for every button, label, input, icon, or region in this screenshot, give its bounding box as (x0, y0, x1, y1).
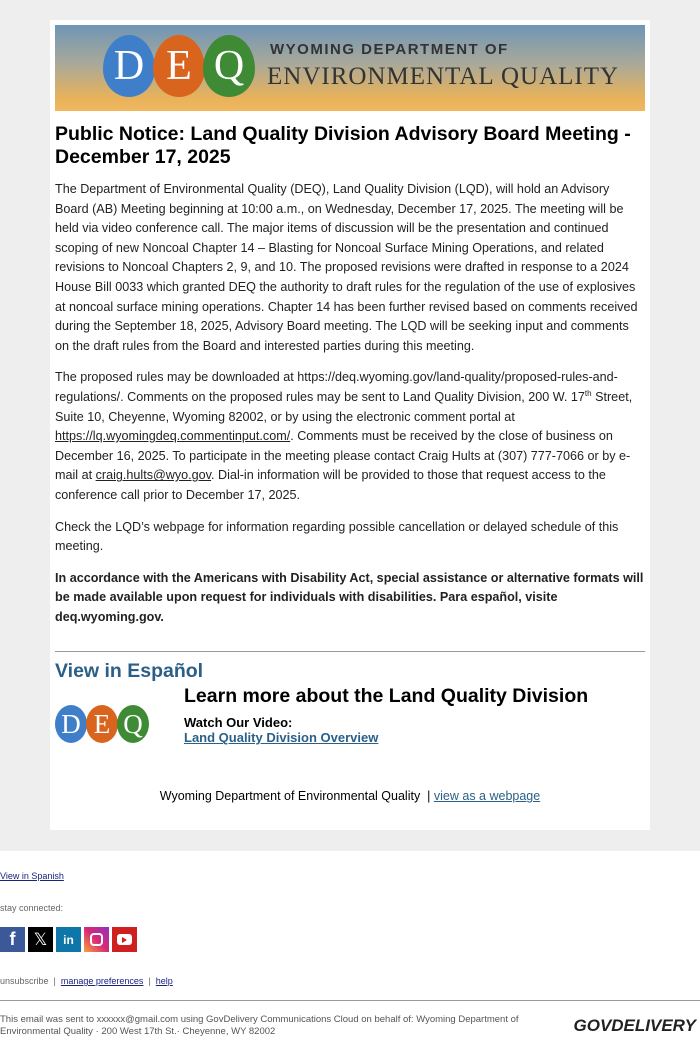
help-link[interactable]: help (155, 976, 173, 986)
view-webpage-link[interactable]: view as a webpage (433, 789, 541, 804)
facebook-icon[interactable]: f (0, 927, 25, 952)
footer-org: Wyoming Department of Environmental Quality (159, 789, 421, 804)
deq-banner (55, 25, 645, 111)
video-link[interactable]: Land Quality Division Overview (184, 730, 379, 746)
paragraph-1: The Department of Environmental Quality (DEQ), Land Quality Division (LQD), will hold an Advisory Board (AB) Meeting beginning at 10:00 a.m., on Wednesday, December 17, 2025. The meeting will be held via video conference call. The major items of discussion will be the presentation and continued scoping of new Noncoal Chapter 14 – Blasting for Noncoal Surface Mining Operations, and related revisions to Noncoal Chapters 2, 9, and 10. The proposed revisions were drafted in response to a 2024 House Bill 0033 which granted DEQ the authority to draft rules for the regulation of the use of explosives at noncoal surface mining operations. Chapter 14 has been further revised based on comments received during the September 18, 2025, Advisory Board meeting. The LQD will be seeking input and comments on the draft rules from the Board and interested parties during this meeting. (55, 182, 638, 353)
view-in-espanol-link[interactable]: View in Español (55, 660, 204, 683)
logo-leaf-q: Q (203, 35, 255, 97)
footer-sep: | (427, 789, 431, 804)
small-logo-d: D (55, 705, 87, 743)
small-logo-q: Q (117, 705, 149, 743)
p2-text-d: . Dial-in information will be provided to those that request access to the conference call prior to December 17, 2025. (55, 468, 606, 502)
p2-text-b: Street, Suite 10, Cheyenne, Wyoming 82002, or by using the electronic comment portal at (55, 389, 633, 424)
email-card (50, 20, 650, 830)
page-title: Public Notice: Land Quality Division Advisory Board Meeting - December 17, 2025 (55, 123, 631, 168)
unsubscribe-link[interactable]: unsubscribe (0, 976, 49, 986)
linkedin-icon[interactable]: in (56, 927, 81, 952)
banner-line2: ENVIRONMENTAL QUALITY (267, 63, 620, 90)
instagram-icon[interactable] (84, 927, 109, 952)
paragraph-3: Check the LQD’s webpage for information regarding possible cancellation or delayed schedule of this meeting. (55, 519, 619, 554)
legal-text: This email was sent to xxxxxx@gmail.com using GovDelivery Communications Cloud on behalf of: Wyoming Department of Environmental Quality · 200 West 17th St.· Cheyenne, WY 82002 (0, 1014, 519, 1037)
govdelivery-footer (0, 851, 700, 1038)
email-link[interactable]: craig.hults@wyo.gov (95, 468, 212, 483)
p2-sup: th (584, 388, 592, 398)
divider (55, 651, 645, 652)
watch-label: Watch Our Video: (184, 715, 293, 731)
manage-preferences-link[interactable]: manage preferences (60, 976, 144, 986)
logo-leaf-e: E (153, 35, 205, 97)
logo-leaf-d: D (103, 35, 155, 97)
preference-links: unsubscribe | manage preferences | help (0, 976, 173, 986)
p2-text-c: . Comments must be received by the close of business on December 16, 2025. To participate in the meeting please contact Craig Hults at (307) 777-7066 or by e-mail at (55, 429, 631, 483)
youtube-icon[interactable] (112, 927, 137, 952)
comment-portal-link[interactable]: https://lq.wyomingdeq.commentinput.com/ (55, 429, 291, 444)
p2-text-a: The proposed rules may be downloaded at https://deq.wyoming.gov/land-quality/proposed-rules-and-regulations/. Comments on the proposed rules may be sent to Land Quality Division, 200 W. 17 (55, 370, 618, 404)
learn-heading: Learn more about the Land Quality Division (184, 685, 589, 708)
social-icons (0, 927, 700, 952)
view-in-spanish-link[interactable]: View in Spanish (0, 871, 64, 881)
paragraph-ada: In accordance with the Americans with Disability Act, special assistance or alternative formats will be made available upon request for individuals with disabilities. Para español, visite deq.wyoming.gov. (55, 570, 644, 624)
deq-small-logo (55, 705, 155, 765)
banner-line1: WYOMING DEPARTMENT OF (270, 41, 509, 58)
paragraph-2 (55, 368, 645, 505)
x-icon[interactable]: 𝕏 (28, 927, 53, 952)
stay-connected: stay connected: (0, 903, 64, 913)
govdelivery-logo: GOVDELIVERY (573, 1016, 696, 1035)
small-logo-e: E (86, 705, 118, 743)
card-footer (55, 789, 645, 803)
learn-more-section (55, 685, 645, 765)
